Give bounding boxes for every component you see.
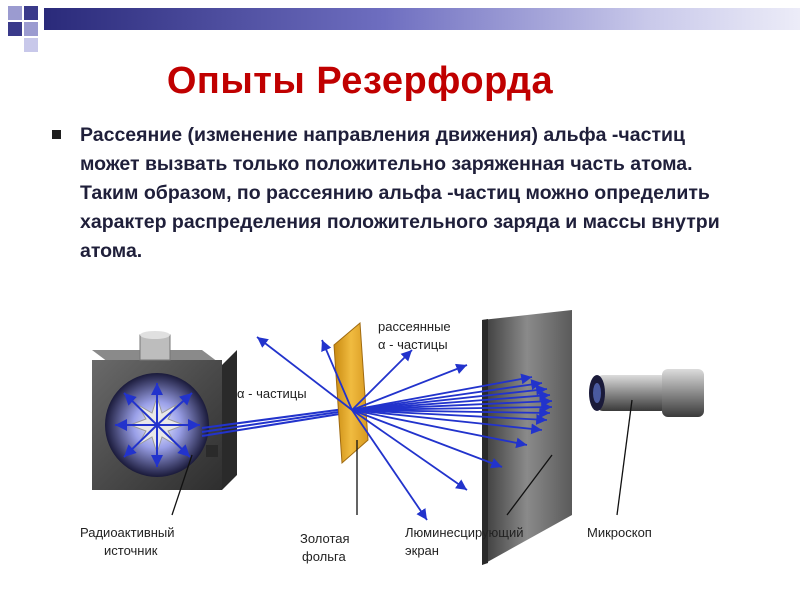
microscope-icon — [589, 369, 704, 417]
square-bullet-icon — [52, 130, 61, 139]
label-screen-line1: Люминесцирующий — [405, 525, 524, 540]
label-foil-line1: Золотая — [300, 531, 350, 546]
label-foil-line2: фольга — [302, 549, 346, 564]
deco-square-5 — [24, 38, 38, 52]
deco-square-1 — [8, 6, 22, 20]
label-scattered-line1: рассеянные — [378, 319, 451, 334]
deco-square-4 — [24, 22, 38, 36]
slide-title: Опыты Резерфорда — [166, 60, 554, 102]
rutherford-diagram — [72, 305, 712, 575]
header-gradient-bar — [44, 8, 800, 30]
bullet-text: Рассеяние (изменение направления движения) альфа -частиц может вызвать только положительно заряженная часть атома. Таким образом, по рассеянию альфа -частиц можно определить характер распределения положительного заряда и массы внутри атома. — [80, 124, 720, 262]
label-microscope: Микроскоп — [587, 525, 652, 540]
label-source-line1: Радиоактивный — [80, 525, 175, 540]
label-source-line2: источник — [104, 543, 158, 558]
label-scattered-line2: α - частицы — [378, 337, 448, 352]
label-screen-line2: экран — [405, 543, 439, 558]
gold-foil-sheet — [334, 323, 368, 463]
deco-square-3 — [8, 22, 22, 36]
label-alpha: α - частицы — [237, 386, 307, 401]
radioactive-source-box — [92, 331, 237, 490]
deco-square-2 — [24, 6, 38, 20]
